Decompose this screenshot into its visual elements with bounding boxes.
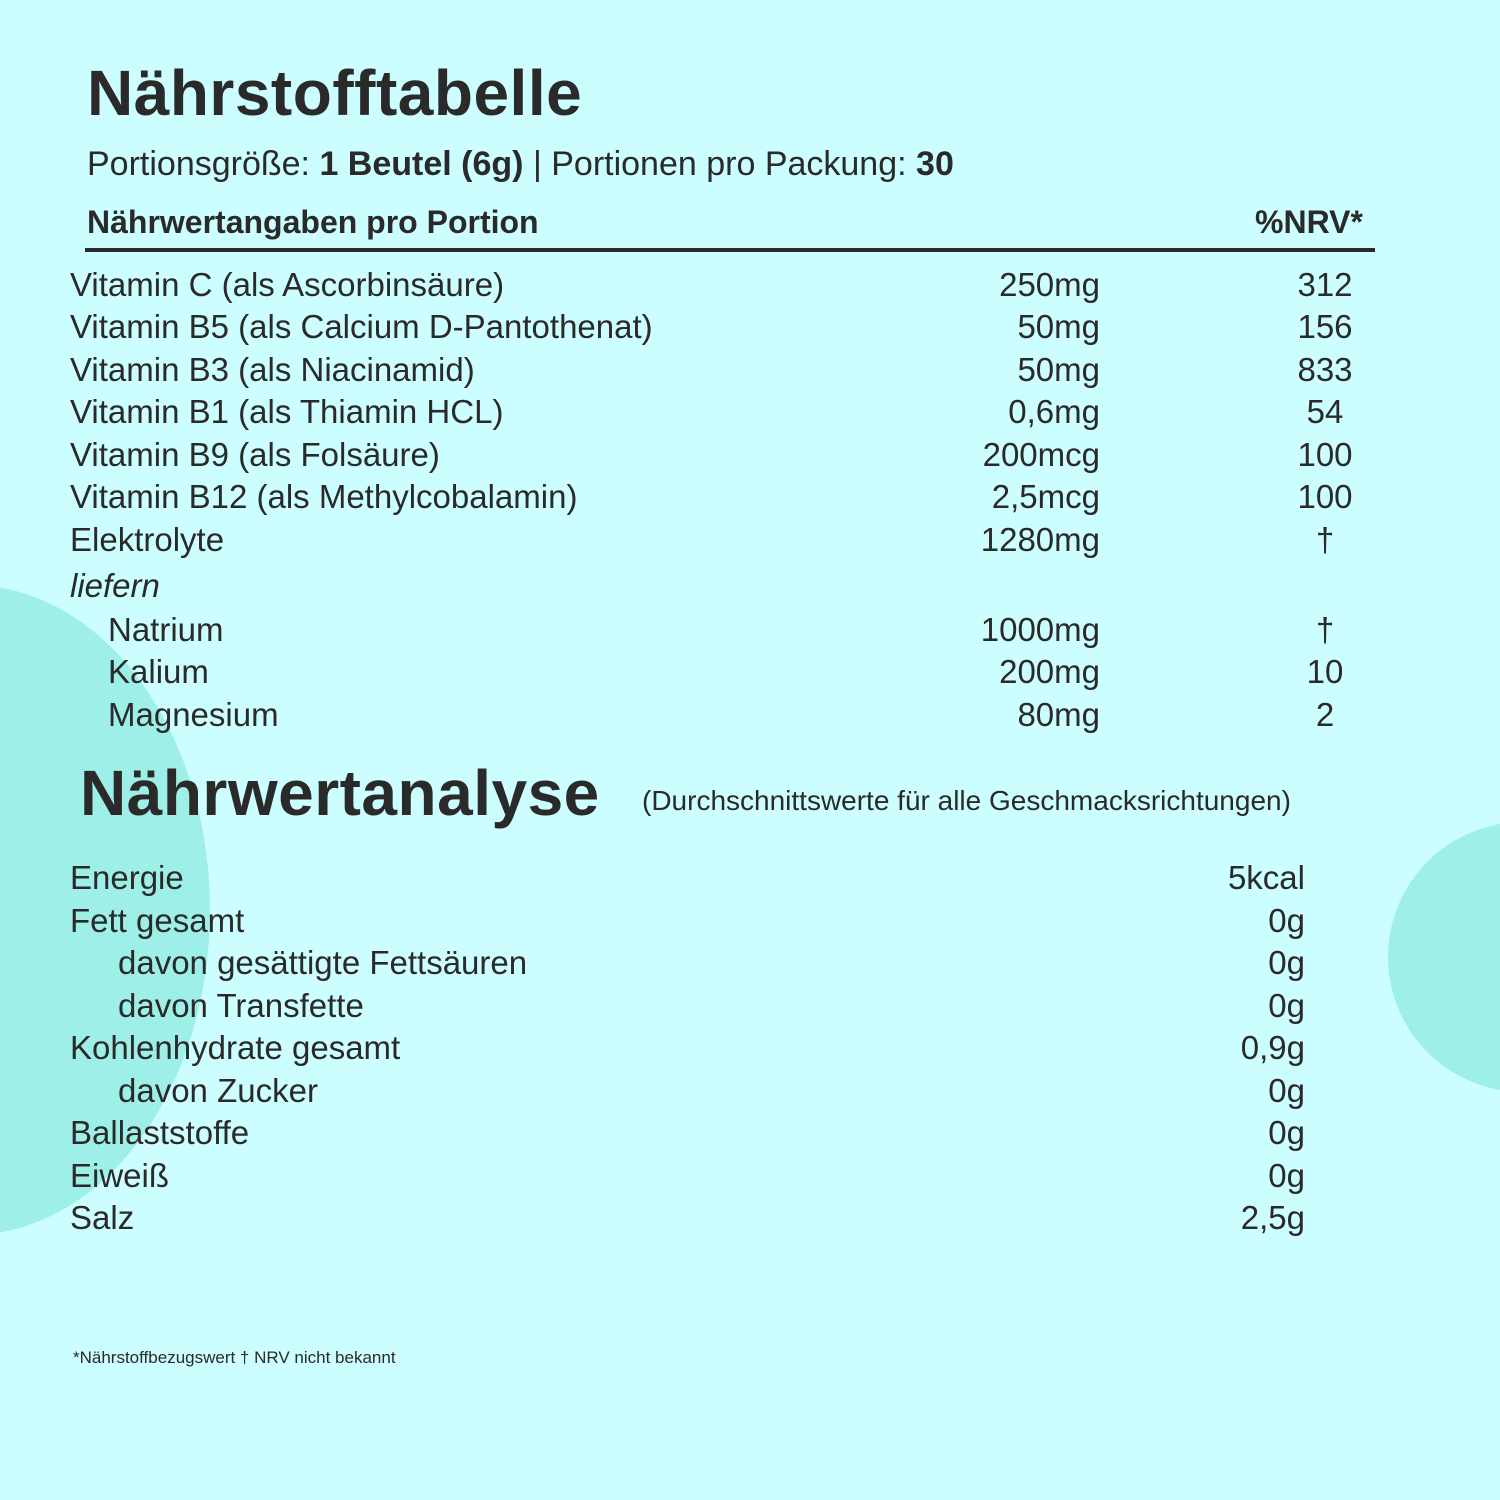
nutrient-nrv: 156	[1297, 308, 1353, 345]
nutrient-label: Vitamin C (als Ascorbinsäure)	[70, 266, 505, 303]
servings-per-pack-value: 30	[916, 145, 954, 183]
analysis-value: 0,9g	[1240, 1029, 1305, 1066]
nutrient-row	[0, 519, 1500, 561]
nutrient-amount: 0,6mg	[1008, 393, 1100, 430]
nutrient-row	[0, 264, 1500, 306]
analysis-row	[0, 1155, 1500, 1197]
electrolyte-nrv: †	[1315, 611, 1335, 648]
electrolyte-label: Kalium	[108, 653, 209, 690]
nutrient-label: Vitamin B5 (als Calcium D-Pantothenat)	[70, 308, 653, 345]
analysis-label: Eiweiß	[70, 1157, 170, 1194]
footnote: *Nährstoffbezugswert † NRV nicht bekannt	[73, 1348, 396, 1367]
servings-per-pack-label: Portionen pro Packung:	[551, 145, 917, 183]
nutrient-nrv: 312	[1297, 266, 1353, 303]
nutrient-amount: 200mcg	[982, 436, 1100, 473]
nutrient-amount: 2,5mcg	[991, 478, 1100, 515]
serving-info	[87, 144, 954, 184]
analysis-row	[0, 857, 1500, 899]
analysis-label: davon Zucker	[118, 1072, 318, 1109]
electrolyte-nrv: 2	[1315, 696, 1335, 733]
analysis-row	[0, 1112, 1500, 1154]
nutrient-row	[0, 434, 1500, 476]
nutrient-nrv: 54	[1306, 393, 1344, 430]
analysis-value: 0g	[1268, 987, 1305, 1024]
electrolyte-row	[0, 609, 1500, 651]
analysis-value: 0g	[1268, 1157, 1305, 1194]
analysis-row	[0, 942, 1500, 984]
nutrient-nrv: 833	[1297, 351, 1353, 388]
analysis-label: Kohlenhydrate gesamt	[70, 1029, 401, 1066]
analysis-label: Energie	[70, 859, 184, 896]
nutrient-row	[0, 349, 1500, 391]
serving-separator: |	[523, 145, 552, 183]
nutrient-nrv: 100	[1297, 436, 1353, 473]
analysis-row	[0, 985, 1500, 1027]
analysis-value: 5kcal	[1227, 859, 1305, 896]
nutrient-row	[0, 476, 1500, 518]
analysis-value: 2,5g	[1240, 1199, 1305, 1236]
liefern-label: liefern	[70, 567, 160, 604]
nutrient-label: Vitamin B12 (als Methylcobalamin)	[70, 478, 578, 515]
electrolyte-amount: 80mg	[1017, 696, 1100, 733]
nutrient-amount: 1280mg	[980, 521, 1100, 558]
nutrient-row	[0, 306, 1500, 348]
header-divider	[85, 248, 1375, 252]
serving-size-label: Portionsgröße:	[87, 145, 320, 183]
analysis-label: davon Transfette	[118, 987, 364, 1024]
nutrient-nrv: 100	[1297, 478, 1353, 515]
analysis-row	[0, 1027, 1500, 1069]
nutrient-nrv: †	[1315, 521, 1335, 558]
nutrient-label: Elektrolyte	[70, 521, 225, 558]
electrolyte-row	[0, 694, 1500, 736]
nutrient-amount: 50mg	[1017, 351, 1100, 388]
analysis-title: Nährwertanalyse	[80, 757, 600, 829]
analysis-label: Salz	[70, 1199, 135, 1236]
page-title: Nährstofftabelle	[87, 57, 583, 129]
table-header-label: Nährwertangaben pro Portion	[87, 204, 539, 240]
analysis-value: 0g	[1268, 944, 1305, 981]
analysis-row	[0, 900, 1500, 942]
electrolyte-amount: 1000mg	[980, 611, 1100, 648]
nutrient-label: Vitamin B9 (als Folsäure)	[70, 436, 440, 473]
electrolyte-row	[0, 651, 1500, 693]
electrolyte-label: Magnesium	[108, 696, 279, 733]
analysis-row	[0, 1197, 1500, 1239]
analysis-value: 0g	[1268, 1114, 1305, 1151]
analysis-label: davon gesättigte Fettsäuren	[118, 944, 528, 981]
electrolyte-label: Natrium	[108, 611, 224, 648]
nutrient-amount: 50mg	[1017, 308, 1100, 345]
analysis-row	[0, 1070, 1500, 1112]
nutrient-row	[0, 391, 1500, 433]
table-header-nrv: %NRV*	[1255, 204, 1363, 240]
nutrient-label: Vitamin B3 (als Niacinamid)	[70, 351, 475, 388]
electrolyte-amount: 200mg	[999, 653, 1100, 690]
analysis-label: Fett gesamt	[70, 902, 245, 939]
serving-size-value: 1 Beutel (6g)	[319, 145, 524, 183]
nutrient-label: Vitamin B1 (als Thiamin HCL)	[70, 393, 504, 430]
analysis-note: (Durchschnittswerte für alle Geschmacksrichtungen)	[642, 785, 1291, 816]
nutrient-amount: 250mg	[999, 266, 1100, 303]
analysis-value: 0g	[1268, 1072, 1305, 1109]
analysis-label: Ballaststoffe	[70, 1114, 250, 1151]
electrolyte-nrv: 10	[1306, 653, 1344, 690]
analysis-value: 0g	[1268, 902, 1305, 939]
